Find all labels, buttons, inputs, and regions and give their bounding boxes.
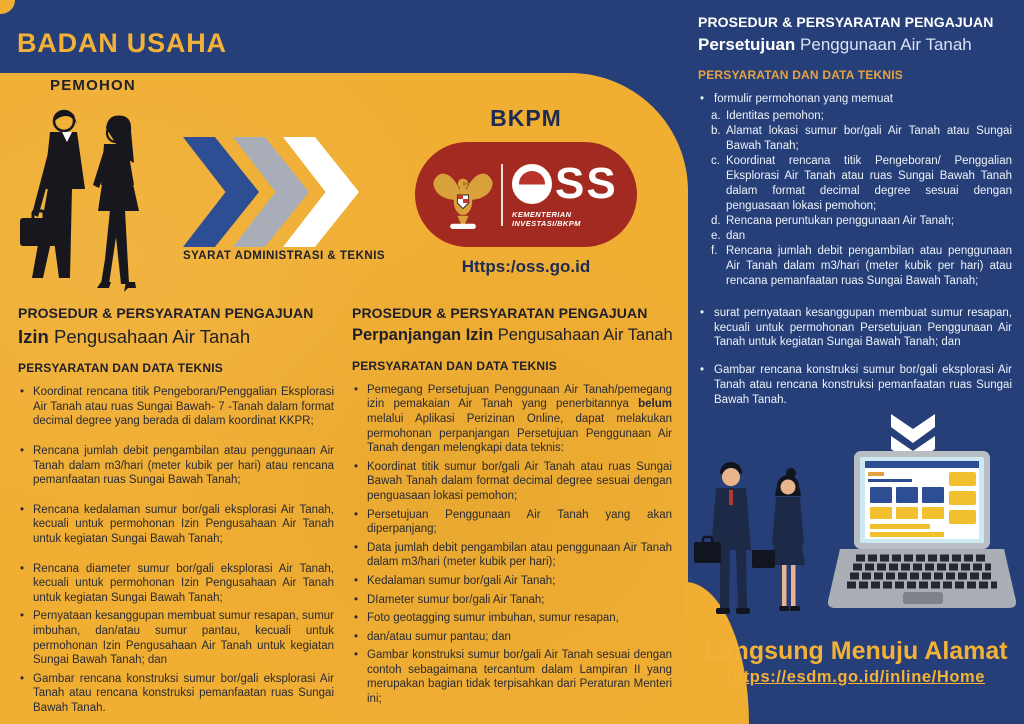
bkpm-label: BKPM xyxy=(490,105,562,131)
section-heading: PERSYARATAN DAN DATA TEKNIS xyxy=(352,358,557,373)
logo-divider xyxy=(501,164,503,226)
column-header: PROSEDUR & PERSYARATAN PENGAJUAN xyxy=(698,14,994,30)
list-item: • Persetujuan Penggunaan Air Tanah yang akan diperpanjang; xyxy=(352,508,672,537)
list-item: • Gambar rencana konstruksi sumur bor/gali eksplorasi Air Tanah atau rencana konstruksi pemanfaatan ruas Sungai Bawah Tanah. xyxy=(18,672,334,716)
column-header: PROSEDUR & PERSYARATAN PENGAJUAN xyxy=(18,305,314,321)
corner-notch xyxy=(0,0,15,14)
sub-item: c. Koordinat rencana titik Pengeboran/ Penggalian Eksplorasi Air Tanah atau ruas Sungai Bawah Tanah dalam format decimal degree sesuai dengan penguasaan lokasi pemohon; xyxy=(711,155,1012,212)
list-item: • Rencana diameter sumur bor/gali eksplorasi Air Tanah, kecuali untuk permohonan Izin Pengusahaan Air Tanah untuk kegiatan Sungai Bawah Tanah; xyxy=(18,562,334,606)
list-item: • Rencana kedalaman sumur bor/gali eksplorasi Air Tanah, kecuali untuk permohonan Izin Pengusahaan Air Tanah untuk kegiatan Sungai Bawah Tanah; xyxy=(18,503,334,547)
requirements-list xyxy=(352,383,672,707)
process-arrows xyxy=(183,137,359,247)
cta-text: Langsung Menuju Alamat xyxy=(704,637,1008,665)
laptop-illustration xyxy=(826,450,1016,622)
ministry-caption: KEMENTERIAN INVESTASI/BKPM xyxy=(512,209,581,228)
oss-url[interactable]: Https:/oss.go.id xyxy=(461,257,591,276)
list-item: • surat pernyataan kesanggupan membuat sumur resapan, kecuali untuk permohonan Persetujuan Penggunaan Air Tanah untuk kegiatan Sungai Bawah Tanah; dan xyxy=(698,306,1012,351)
sub-item: d. Rencana peruntukan penggunaan Air Tanah; xyxy=(711,214,955,227)
oss-wordmark xyxy=(512,158,618,208)
list-item: • formulir permohonan yang memuat xyxy=(698,92,1012,107)
column-subtitle: Izin Pengusahaan Air Tanah xyxy=(18,326,251,347)
oss-ss-letters: SS xyxy=(555,158,618,208)
column-subtitle: Persetujuan Penggunaan Air Tanah xyxy=(698,35,972,54)
list-item: • Pernyataan kesanggupan membuat sumur resapan, sumur imbuhan, dan/atau sumur pantau, kecuali untuk permohonan Izin Pengusahaan Air Tanah untuk kegiatan Sungai Bawah Tanah; dan xyxy=(18,609,334,667)
sub-item: e. dan xyxy=(711,229,746,242)
esdm-url-link[interactable]: https://esdm.go.id/inline/Home xyxy=(726,668,986,686)
poster-title: BADAN USAHA xyxy=(17,28,227,58)
list-item: • Gambar konstruksi sumur bor/gali Air Tanah sesuai dengan contoh sebagaimana tercantum dalam Lampiran II yang merupakan bagian tidak terpisahkan dari Peraturan Menteri ini; xyxy=(352,648,672,706)
section-heading: PERSYARATAN DAN DATA TEKNIS xyxy=(698,68,903,83)
list-item: • Koordinat titik sumur bor/gali Air Tanah atau ruas Sungai Bawah Tanah dalam format decimal degree sesuai dengan penguasaan lokasi pemohon; xyxy=(352,460,672,504)
requirements-list xyxy=(698,92,1012,408)
list-item: • Rencana jumlah debit pengambilan atau penggunaan Air Tanah dalam m3/hari (meter kubik per hari) atau rencana pemanfaatan ruas Sungai Bawah Tanah; xyxy=(18,444,334,488)
list-item: • Kedalaman sumur bor/gali Air Tanah; xyxy=(352,574,672,589)
column-persetujuan-penggunaan xyxy=(698,14,1012,421)
list-item: • Pemegang Persetujuan Penggunaan Air Tanah/pemegang izin pemakaian Air Tanah yang penerbitannya belum melalui Aplikasi Perizinan Online, dapat melakukan permohonan perpanjangan Persetujuan Penggunaan Air Tanah dengan melengkapi data teknis: xyxy=(352,383,672,456)
list-item: • dan/atau sumur pantau; dan xyxy=(352,630,672,645)
oss-logo xyxy=(415,142,637,247)
list-item: • Koordinat rencana titik Pengeboran/Penggalian Eksplorasi Air Tanah atau ruas Sungai Bawah- 7 -Tanah dalam format decimal degree yang berada di dalam koordinat KKPR; xyxy=(18,385,334,429)
list-item: • Data jumlah debit pengambilan atau penggunaan Air Tanah dalam m3/hari (meter kubik per hari); xyxy=(352,541,672,570)
section-heading: PERSYARATAN DAN DATA TEKNIS xyxy=(18,361,223,376)
column-subtitle: Perpanjangan Izin Pengusahaan Air Tanah xyxy=(352,326,673,344)
requirements-list xyxy=(18,385,334,715)
list-item: • Foto geotagging sumur imbuhan, sumur resapan, xyxy=(352,611,672,626)
applicants-illustration xyxy=(8,100,173,295)
pemohon-label: PEMOHON xyxy=(50,77,136,94)
column-izin-pengusahaan xyxy=(18,305,334,719)
column-header: PROSEDUR & PERSYARATAN PENGAJUAN xyxy=(352,305,648,321)
sub-item: b. Alamat lokasi sumur bor/gali Air Tanah atau Sungai Bawah Tanah; xyxy=(711,125,1012,153)
oss-o-flag-icon xyxy=(512,164,552,204)
list-item: • Gambar rencana konstruksi sumur bor/gali eksplorasi Air Tanah atau rencana konstruksi pemanfaatan ruas Sungai Bawah Tanah. xyxy=(698,363,1012,408)
list-item: • DIameter sumur bor/gali Air Tanah; xyxy=(352,593,672,608)
arrow-caption: SYARAT ADMINISTRASI & TEKNIS xyxy=(183,250,386,262)
sub-item: a. Identitas pemohon; xyxy=(711,110,824,123)
garuda-emblem-icon xyxy=(431,154,495,236)
users-illustration xyxy=(692,462,832,622)
sub-item: f. Rencana jumlah debit pengambilan atau penggunaan Air Tanah dalam m3/hari (meter kubik per hari) atau rencana pemanfaatan ruas Sungai Bawah Tanah; xyxy=(711,244,1012,287)
column-perpanjangan-izin xyxy=(352,305,672,711)
